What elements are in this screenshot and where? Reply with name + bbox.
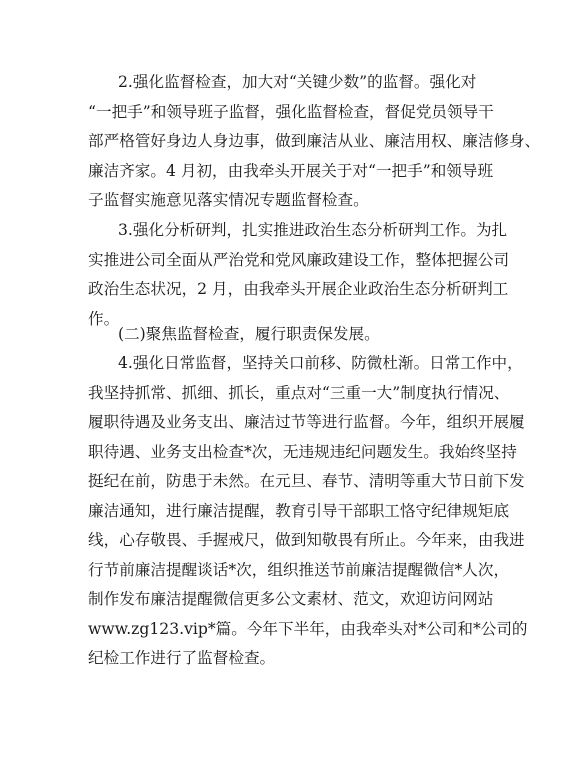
text-line: 挺纪在前，防患于未然。在元旦、春节、清明等重大节日前下发 [88, 472, 525, 490]
text-line: “一把手”和领导班子监督，强化监督检查，督促党员领导干 [88, 102, 494, 121]
text-line: 制作发布廉洁提醒微信更多公文素材、范文，欢迎访问网站 [88, 590, 494, 608]
text-line: 纪检工作进行了监督检查。 [88, 649, 276, 667]
text-line: 我坚持抓常、抓细、抓长，重点对“三重一大”制度执行情况、 [88, 383, 510, 402]
paragraph-1 [88, 68, 541, 216]
text-line: 政治生态状况，2 月，由我牵头开展企业政治生态分析研判工 [88, 280, 509, 298]
text-line: 廉洁齐家。4 月初，由我牵头开展关于对“一把手”和领导班 [88, 161, 494, 180]
section-heading [88, 320, 508, 350]
text-line: 部严格管好身边人身边事，做到廉洁从业、廉洁用权、廉洁修身、 [88, 132, 541, 150]
text-line: 履职待遇及业务支出、廉洁过节等进行监督。今年，组织开展履 [88, 413, 525, 431]
text-line: www.zg123.vip*篇。今年下半年，由我牵头对*公司和*公司的 [88, 619, 528, 638]
text-line: 子监督实施意见落实情况专题监督检查。 [88, 191, 369, 209]
text-line: 廉洁通知，进行廉洁提醒，教育引导干部职工恪守纪律规矩底 [88, 501, 510, 520]
text-line: 4.强化日常监督，坚持关口前移、防微杜渐。日常工作中， [118, 354, 523, 372]
text-line: 作。 [88, 309, 120, 328]
text-line: 线，心存敬畏、手握戒尺，做到知敬畏有所止。今年来，由我进 [88, 531, 525, 549]
paragraph-2 [88, 216, 508, 334]
text-line: 职待遇、业务支出检查*次，无违规违纪问题发生。我始终坚持 [88, 442, 517, 461]
paragraph-3 [88, 349, 528, 674]
text-line: 实推进公司全面从严治党和党风廉政建设工作，整体把握公司 [88, 250, 510, 269]
text-line: 2.强化监督检查，加大对“关键少数”的监督。强化对 [118, 73, 477, 91]
text-line: 3.强化分析研判，扎实推进政治生态分析研判工作。为扎 [118, 221, 508, 239]
text-line: 行节前廉洁提醒谈话*次，组织推送节前廉洁提醒微信*人次， [88, 560, 510, 579]
heading-line: (二)聚焦监督检查，履行职责保发展。 [118, 325, 380, 343]
